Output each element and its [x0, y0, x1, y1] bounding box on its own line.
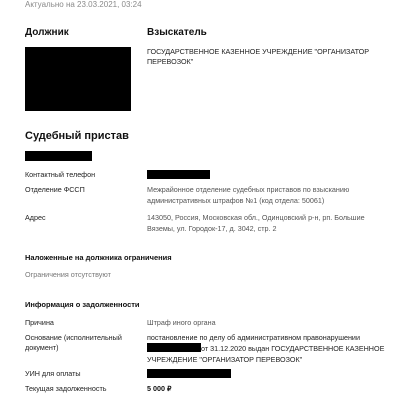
- reason-value: Штраф иного органа: [147, 318, 216, 327]
- basis-document-redacted: [147, 343, 201, 352]
- restrictions-value: Ограничения отсутствуют: [25, 270, 111, 279]
- updated-timestamp: Актуально на 23.03.2021, 03:24: [25, 0, 142, 9]
- phone-redacted: [147, 170, 210, 179]
- address-label: Адрес: [25, 213, 46, 222]
- debtor-redacted-block: [25, 47, 131, 111]
- uin-label: УИН для оплаты: [25, 369, 81, 378]
- current-debt-label: Текущая задолженность: [25, 384, 107, 393]
- debt-title: Информация о задолженности: [25, 300, 140, 309]
- bailiff-name-redacted: [25, 151, 92, 161]
- restrictions-title: Наложенные на должника ограничения: [25, 253, 172, 262]
- basis-value-line2: от 31.12.2020 выдан ГОСУДАРСТВЕННОЕ КАЗЕННОЕ УЧРЕЖДЕНИЕ "ОРГАНИЗАТОР ПЕРЕВОЗОК": [147, 344, 385, 364]
- debtor-title: Должник: [25, 27, 69, 38]
- basis-label: Основание (исполнительный документ): [25, 333, 122, 352]
- creditor-name: ГОСУДАРСТВЕННОЕ КАЗЕННОЕ УЧРЕЖДЕНИЕ "ОРГАНИЗАТОР ПЕРЕВОЗОК": [147, 47, 370, 66]
- creditor-title: Взыскатель: [147, 27, 207, 38]
- current-debt-value: 5 000 ₽: [147, 384, 172, 393]
- uin-redacted: [147, 369, 231, 378]
- department-value: Межрайонное отделение судебных приставов по взысканию административных штрафов №1 (код отдела: 50061): [147, 185, 350, 205]
- basis-value: [147, 332, 387, 365]
- bailiff-title: Судебный пристав: [25, 130, 129, 142]
- department-label: Отделение ФССП: [25, 185, 85, 194]
- address-value: 143050, Россия, Московская обл., Одинцовский р-н, рп. Большие Вяземы, ул. Городок-17, д. 3042, стр. 2: [147, 213, 365, 233]
- phone-label: Контактный телефон: [25, 170, 96, 179]
- reason-label: Причина: [25, 318, 54, 327]
- basis-value-line1: постановление по делу об административном правонарушении: [147, 333, 360, 342]
